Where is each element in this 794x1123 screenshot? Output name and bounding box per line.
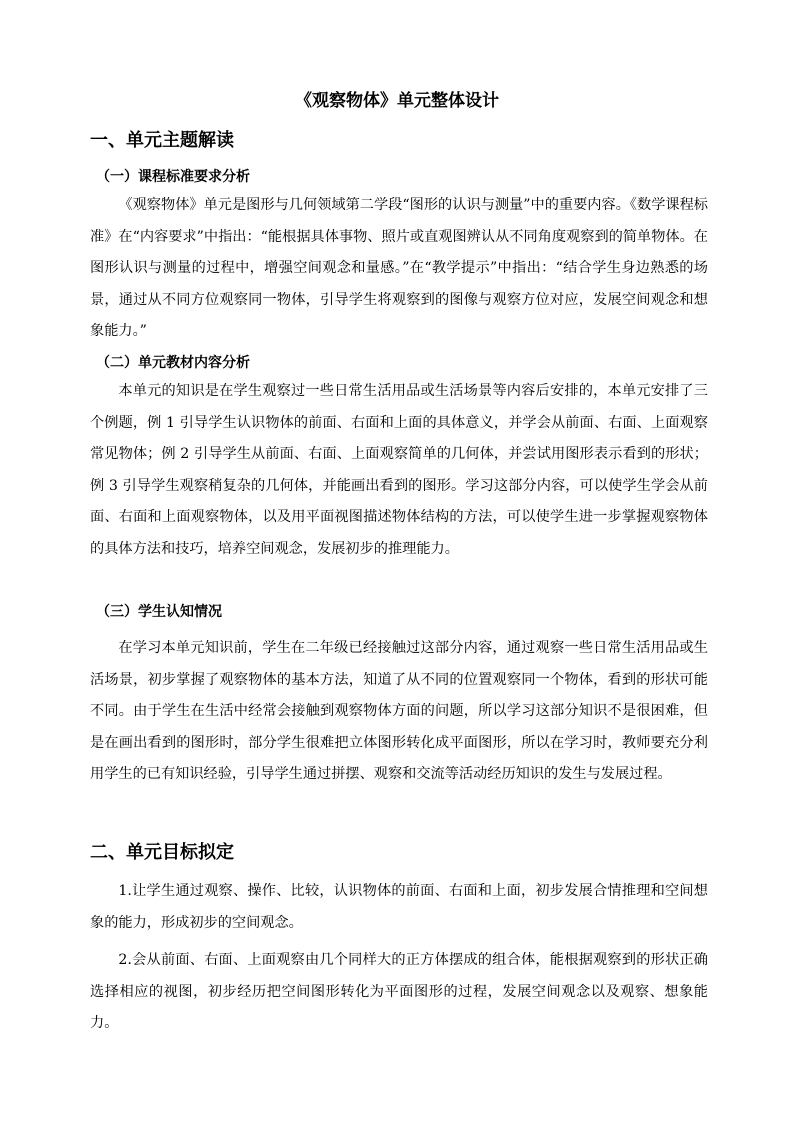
paragraph-curriculum: 《观察物体》单元是图形与几何领域第二学段“图形的认识与测量”中的重要内容。《数学课程标准》在“内容要求”中指出：“能根据具体事物、照片或直观图辨认从不同角度观察到的简单物体。在图形认识与测量的过程中，增强空间观念和量感。”在“教学提示”中指出：“结合学生身边熟悉的场景，通过从不同方位观察同一物体，引导学生将观察到的图像与观察方位对应，发展空间观念和想象能力。” (90, 197, 708, 339)
paragraph-student-cognition: 在学习本单元知识前，学生在二年级已经接触过这部分内容，通过观察一些日常生活用品或生活场景，初步掌握了观察物体的基本方法，知道了从不同的位置观察同一个物体，看到的形状可能不同。由于学生在生活中经常会接触到观察物体方面的问题，所以学习这部分知识不是很困难，但是在画出看到的图形时，部分学生很难把立体图形转化成平面图形，所以在学习时，教师要充分利用学生的已有知识经验，引导学生通过拼摆、观察和交流等活动经历知识的发生与发展过程。 (90, 640, 708, 782)
subsection-heading-student-cognition: （三）学生认知情况 (96, 604, 222, 620)
section-heading-unit-theme: 一、单元主题解读 (90, 130, 234, 151)
goal-item-2: 2.会从前面、右面、上面观察由几个同样大的正方体摆成的组合体，能根据观察到的形状正确选择相应的视图，初步经历把空间图形转化为平面图形的过程，发展空间观念以及观察、想象能力。 (90, 952, 708, 1031)
paragraph-textbook: 本单元的知识是在学生观察过一些日常生活用品或生活场景等内容后安排的，本单元安排了三个例题，例 1 引导学生认识物体的前面、右面和上面的具体意义，并学会从前面、右面、上面观察常见物体；例 2 引导学生从前面、右面、上面观察简单的几何体，并尝试用图形表示看到的形状；例 3 引导学生观察稍复杂的几何体，并能画出看到的图形。学习这部分内容，可以使学生学会从前面、右面和上面观察物体，以及用平面视图描述物体结构的方法，可以使学生进一步掌握观察物体的具体方法和技巧，培养空间观念，发展初步的推理能力。 (90, 383, 708, 557)
subsection-heading-textbook: （二）单元教材内容分析 (96, 355, 250, 371)
goal-item-1: 1.让学生通过观察、操作、比较，认识物体的前面、右面和上面，初步发展合情推理和空间想象的能力，形成初步的空间观念。 (90, 883, 708, 931)
subsection-heading-curriculum: （一）课程标准要求分析 (96, 169, 250, 185)
section-heading-unit-goals: 二、单元目标拟定 (90, 842, 234, 863)
document-title: 《观察物体》单元整体设计 (295, 91, 499, 111)
